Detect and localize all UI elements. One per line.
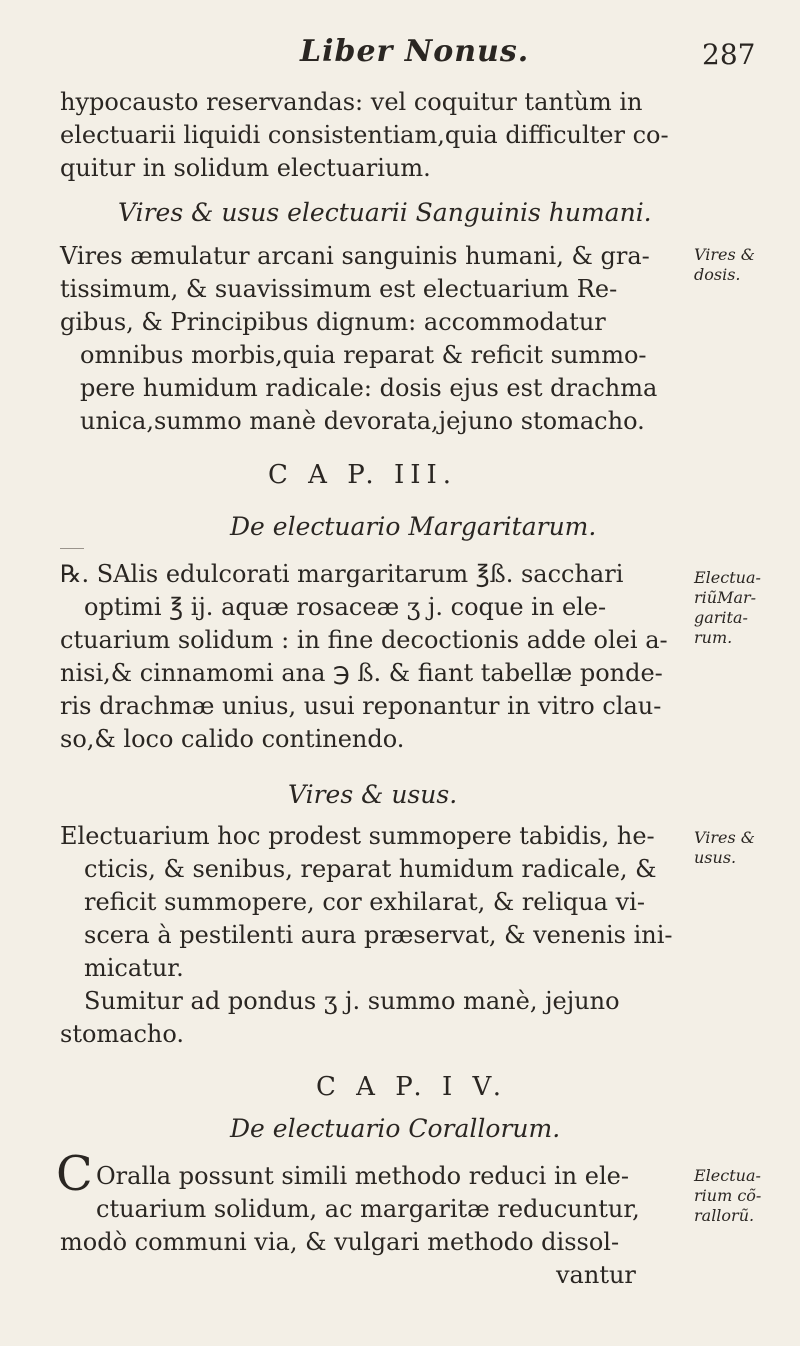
catchword: vantur bbox=[556, 1261, 636, 1289]
margin-note-line: rum. bbox=[694, 628, 733, 647]
text-line: Electuarium hoc prodest summopere tabidis, he- bbox=[60, 822, 655, 850]
chapter-label: C A P. I V. bbox=[316, 1072, 507, 1102]
text-line: nisi,& cinnamomi ana ℈ ß. & fiant tabellæ ponde- bbox=[60, 659, 663, 687]
chapter-title: De electuario Corallorum. bbox=[230, 1114, 561, 1143]
section-heading: Vires & usus. bbox=[288, 780, 458, 809]
margin-note-line: rallorũ. bbox=[694, 1206, 755, 1225]
text-line: ℞. SAlis edulcorati margaritarum ℥ß. sacchari bbox=[60, 560, 624, 588]
drop-cap: C bbox=[56, 1146, 93, 1202]
margin-note-line: Electua- bbox=[694, 1166, 761, 1185]
margin-note-line: Vires & bbox=[694, 828, 756, 847]
text-line: scera à pestilenti aura præservat, & venenis ini- bbox=[84, 921, 673, 949]
page-number: 287 bbox=[702, 38, 756, 71]
divider bbox=[60, 548, 84, 549]
margin-note bbox=[694, 828, 794, 868]
text-line: micatur. bbox=[84, 954, 184, 982]
text-line: gibus, & Principibus dignum: accommodatur bbox=[60, 308, 606, 336]
margin-note-line: Electua- bbox=[694, 568, 761, 587]
margin-note bbox=[694, 1166, 794, 1226]
text-line: optimi ℥ ij. aquæ rosaceæ ʒ j. coque in ele- bbox=[84, 593, 607, 621]
text-line: Vires æmulatur arcani sanguinis humani, & gra- bbox=[60, 242, 650, 270]
text-line: modò communi via, & vulgari methodo dissol- bbox=[60, 1228, 620, 1256]
text-line: ctuarium solidum, ac margaritæ reducuntur, bbox=[96, 1195, 640, 1223]
text-line: stomacho. bbox=[60, 1020, 185, 1048]
text-line: unica,summo manè devorata,jejuno stomacho. bbox=[80, 407, 645, 435]
text-line: electuarii liquidi consistentiam,quia difficulter co- bbox=[60, 121, 669, 149]
text-line: hypocausto reservandas: vel coquitur tantùm in bbox=[60, 88, 643, 116]
margin-note-line: Vires & bbox=[694, 245, 756, 264]
chapter-title: De electuario Margaritarum. bbox=[230, 512, 597, 541]
text-line: tissimum, & suavissimum est electuarium Re- bbox=[60, 275, 618, 303]
text-line: so,& loco calido continendo. bbox=[60, 725, 405, 753]
text-line: pere humidum radicale: dosis ejus est drachma bbox=[80, 374, 658, 402]
margin-note bbox=[694, 568, 794, 648]
text-line: ctuarium solidum : in fine decoctionis adde olei a- bbox=[60, 626, 668, 654]
running-head: Liber Nonus. bbox=[300, 34, 530, 69]
text-line: omnibus morbis,quia reparat & reficit summo- bbox=[80, 341, 647, 369]
margin-note-line: dosis. bbox=[694, 265, 741, 284]
section-heading: Vires & usus electuarii Sanguinis humani. bbox=[118, 198, 652, 227]
text-line: ris drachmæ unius, usui reponantur in vitro clau- bbox=[60, 692, 662, 720]
text-line: Sumitur ad pondus ʒ j. summo manè, jejuno bbox=[84, 987, 620, 1015]
text-line: Oralla possunt simili methodo reduci in ele- bbox=[96, 1162, 629, 1190]
margin-note-line: rium cõ- bbox=[694, 1186, 762, 1205]
margin-note-line: garita- bbox=[694, 608, 748, 627]
chapter-label: C A P. III. bbox=[268, 460, 458, 490]
margin-note bbox=[694, 245, 794, 285]
text-line: cticis, & senibus, reparat humidum radicale, & bbox=[84, 855, 657, 883]
text-line: reficit summopere, cor exhilarat, & reliqua vi- bbox=[84, 888, 645, 916]
text-line: quitur in solidum electuarium. bbox=[60, 154, 431, 182]
margin-note-line: usus. bbox=[694, 848, 737, 867]
margin-note-line: riũMar- bbox=[694, 588, 757, 607]
